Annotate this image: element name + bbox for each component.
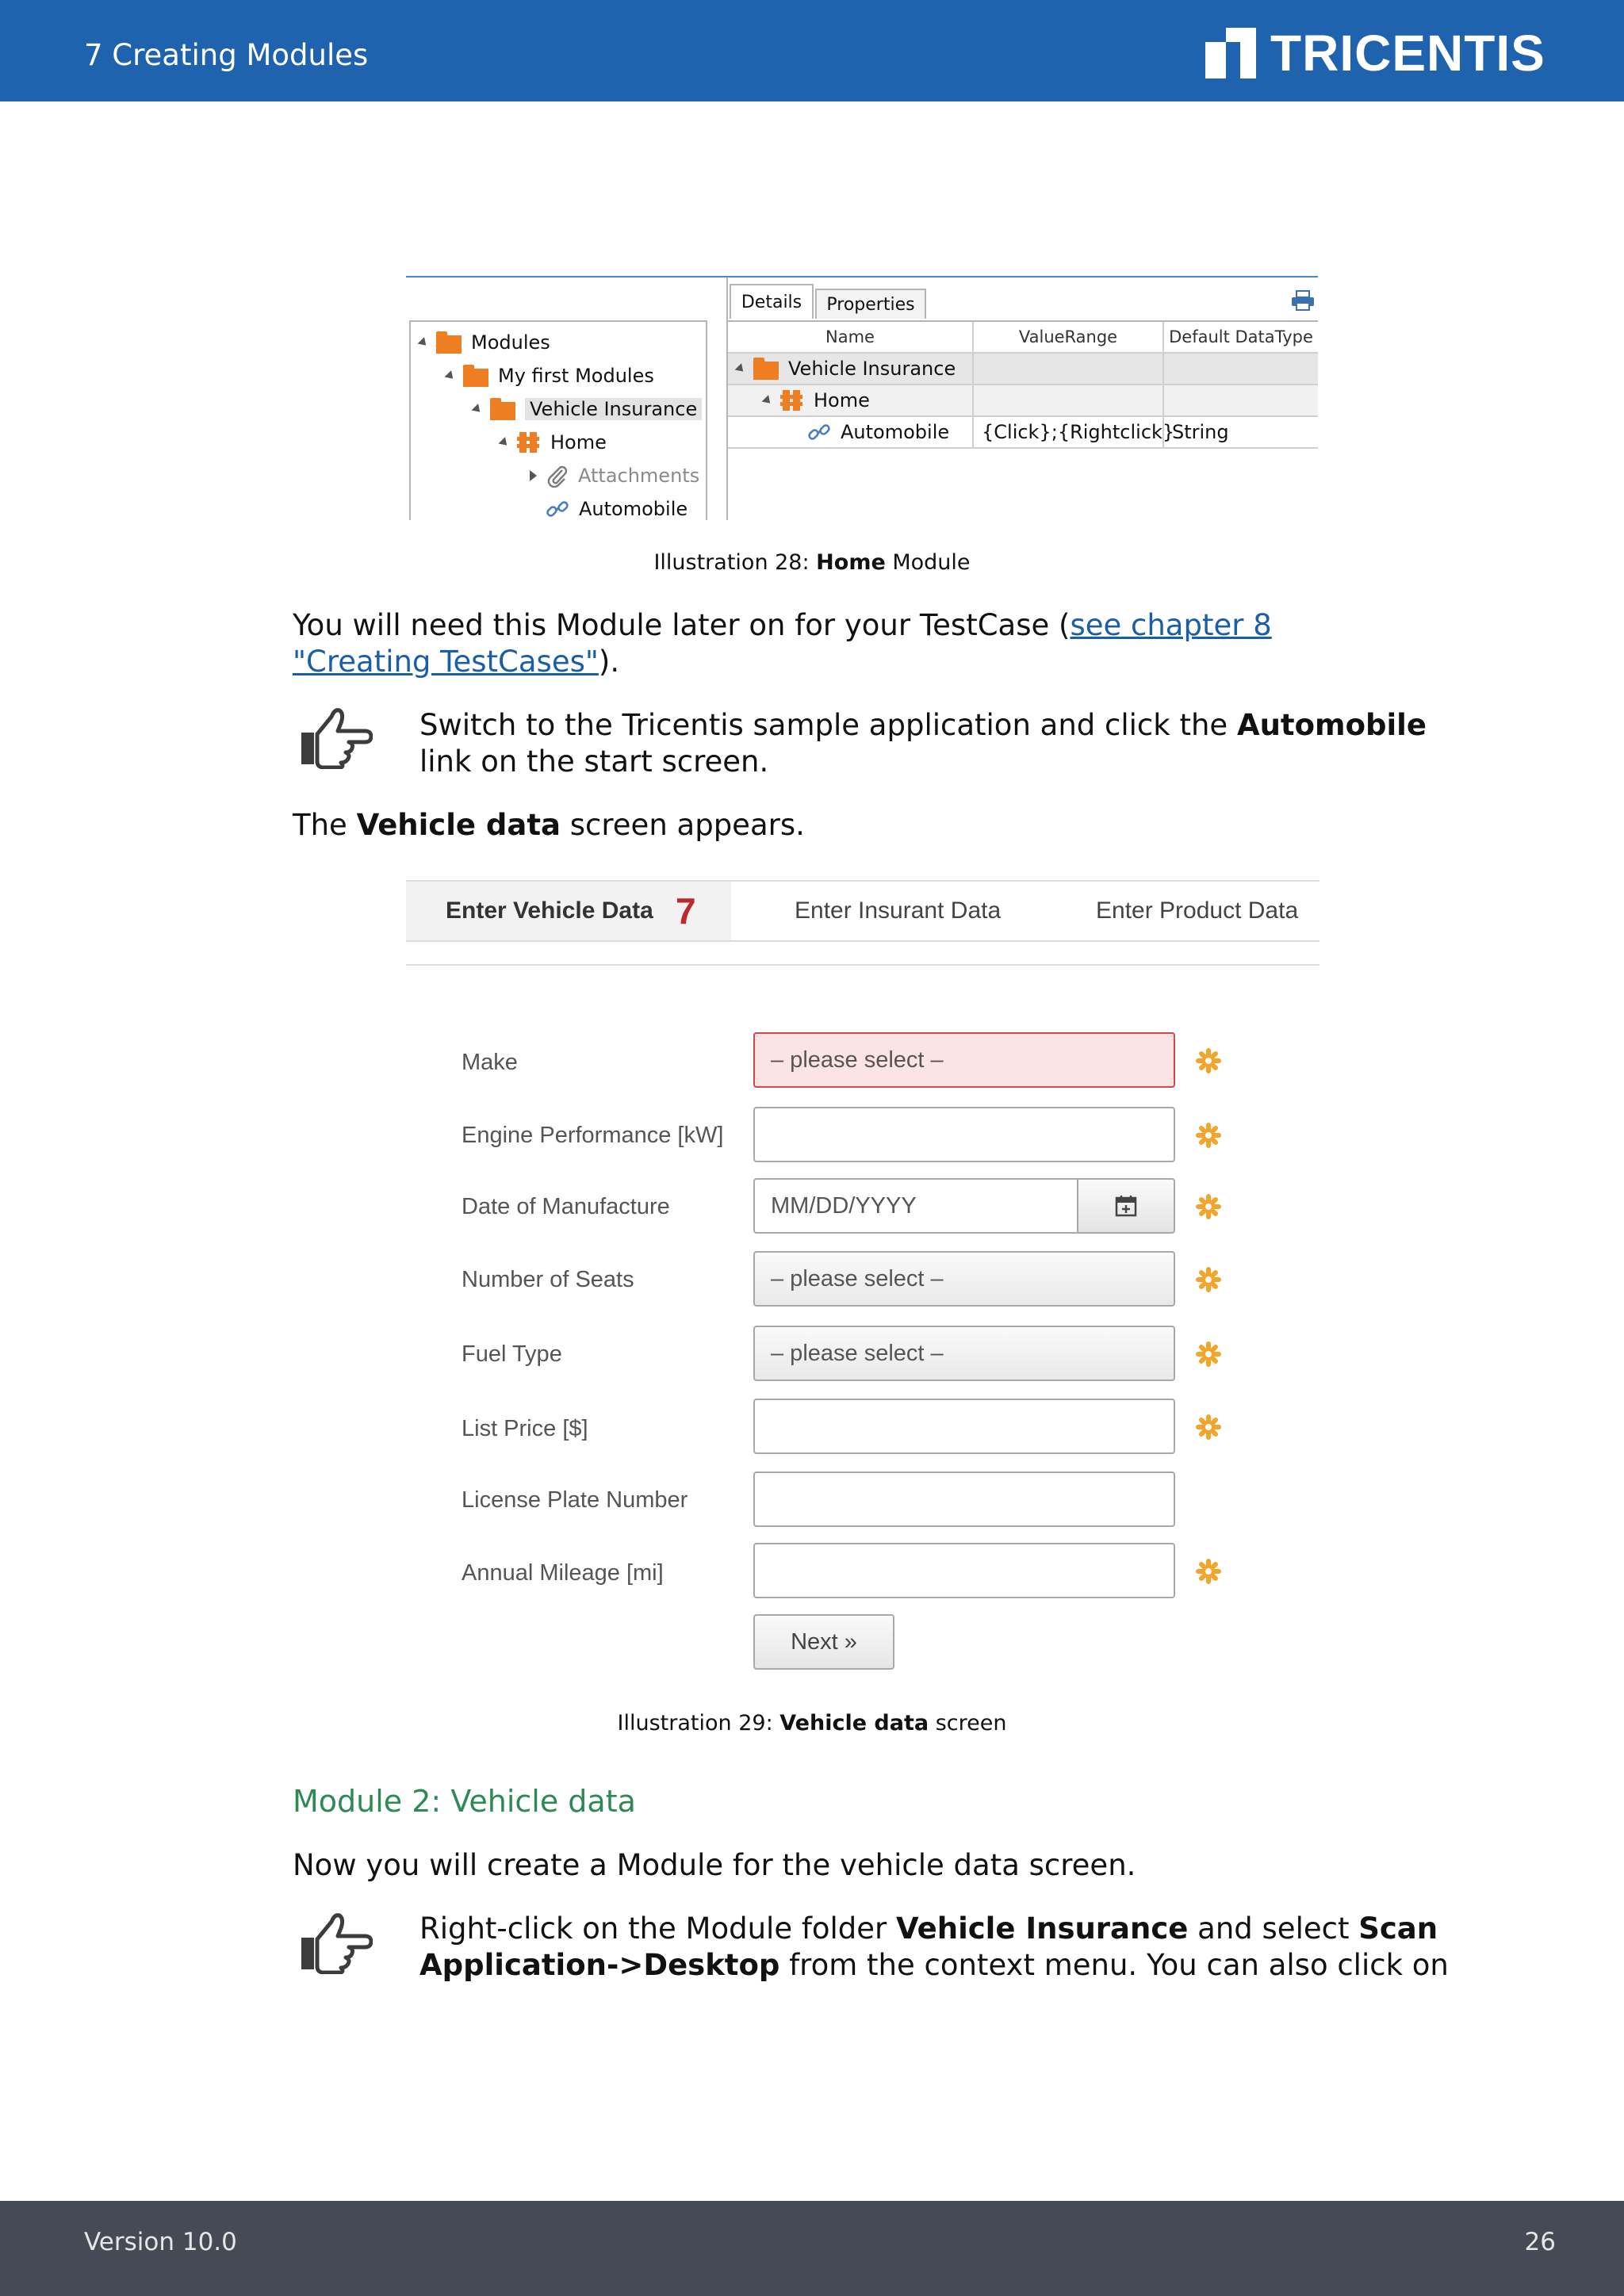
field-label-list-price: List Price [$] <box>462 1416 588 1441</box>
tree-item-vehicle-insurance[interactable] <box>473 393 702 425</box>
tree-item-label: Home <box>550 431 607 453</box>
paragraph-text: ). <box>598 645 620 679</box>
folder-icon <box>436 331 462 354</box>
row-datatype-cell: String <box>1164 417 1318 449</box>
tree-item-label: Vehicle Insurance <box>525 398 702 420</box>
step-text: Switch to the Tricentis sample application and click the <box>419 708 1237 742</box>
paragraph <box>293 607 1395 680</box>
calendar-button[interactable] <box>1077 1178 1175 1234</box>
paragraph-text: screen appears. <box>561 808 805 842</box>
tree-item-attachments[interactable] <box>530 460 699 492</box>
module-tree <box>409 320 707 520</box>
engine-performance-input[interactable] <box>753 1107 1175 1162</box>
row-name: Vehicle Insurance <box>788 358 956 380</box>
field-label-make: Make <box>462 1050 518 1075</box>
tab-properties[interactable]: Properties <box>815 289 926 319</box>
field-label-license-plate: License Plate Number <box>462 1487 688 1513</box>
folder-icon <box>463 365 488 387</box>
field-label-fuel-type: Fuel Type <box>462 1341 562 1367</box>
expand-arrow-icon[interactable] <box>418 337 430 349</box>
column-header-valuerange[interactable]: ValueRange <box>974 322 1164 354</box>
step-text: link on the start screen. <box>419 744 769 779</box>
illustration-caption <box>0 1711 1624 1735</box>
version-label: Version 10.0 <box>84 2228 237 2256</box>
field-label-number-of-seats: Number of Seats <box>462 1267 634 1292</box>
required-icon <box>1196 1267 1221 1292</box>
column-header-name[interactable]: Name <box>728 322 974 354</box>
table-row[interactable] <box>728 354 1318 385</box>
tree-item-label: Attachments <box>578 465 700 487</box>
annual-mileage-input[interactable] <box>753 1543 1175 1598</box>
tree-item-automobile[interactable] <box>546 493 688 520</box>
nav-divider <box>406 964 1320 966</box>
details-panel <box>726 277 1318 520</box>
caption-suffix: screen <box>929 1711 1007 1735</box>
row-datatype-cell <box>1164 385 1318 417</box>
caption-prefix: Illustration 28: <box>653 550 817 575</box>
expand-arrow-icon[interactable] <box>762 395 774 407</box>
nav-enter-product-data[interactable]: Enter Product Data <box>1096 897 1299 924</box>
nav-count-badge: 7 <box>676 890 696 932</box>
expand-arrow-icon[interactable] <box>735 363 747 375</box>
details-tabbar <box>728 281 1318 320</box>
row-name-cell <box>728 385 974 417</box>
make-select[interactable]: – please select – <box>753 1032 1175 1088</box>
required-icon <box>1196 1048 1221 1073</box>
row-valuerange-cell <box>974 385 1164 417</box>
module-icon <box>517 430 541 454</box>
row-datatype-cell <box>1164 354 1318 385</box>
calendar-icon <box>1114 1194 1138 1218</box>
table-row[interactable] <box>728 417 1318 449</box>
list-price-input[interactable] <box>753 1399 1175 1454</box>
row-valuerange-cell: {Click};{Rightclick} <box>974 417 1164 449</box>
step-bold: Automobile <box>1236 708 1427 742</box>
field-label-date-of-manufacture: Date of Manufacture <box>462 1194 670 1219</box>
vehicle-data-screenshot <box>406 878 1320 1671</box>
grid-header-row <box>728 322 1318 354</box>
column-header-datatype[interactable]: Default DataType <box>1164 322 1318 354</box>
link-icon <box>807 420 831 444</box>
folder-icon <box>753 358 779 380</box>
paragraph <box>293 807 1395 844</box>
paragraph-text: The <box>293 808 357 842</box>
page-number: 26 <box>1524 2228 1556 2256</box>
tree-item-label: Automobile <box>579 498 688 520</box>
required-icon <box>1196 1559 1221 1584</box>
field-label-engine-performance: Engine Performance [kW] <box>462 1123 724 1148</box>
print-icon[interactable] <box>1291 290 1315 311</box>
row-name: Automobile <box>841 421 950 443</box>
tree-item-my-first-modules[interactable] <box>446 360 654 392</box>
tricentis-logo <box>1205 25 1545 81</box>
step-text: Right-click on the Module folder <box>419 1911 897 1946</box>
page-footer <box>0 2201 1624 2296</box>
details-grid <box>728 320 1318 443</box>
form-navbar <box>406 880 1320 942</box>
paperclip-icon <box>546 464 569 488</box>
pointing-hand-icon <box>297 1908 373 1974</box>
caption-bold: Vehicle data <box>779 1711 929 1735</box>
step-text: and select <box>1188 1911 1359 1946</box>
folder-icon <box>490 398 515 420</box>
next-button[interactable]: Next » <box>753 1614 894 1670</box>
logo-wordmark: TRICENTIS <box>1270 25 1545 82</box>
chapter-link[interactable]: see chapter 8 "Creating TestCases" <box>293 608 1272 679</box>
nav-enter-insurant-data[interactable]: Enter Insurant Data <box>795 897 1002 924</box>
section-heading: Module 2: Vehicle data <box>293 1784 636 1819</box>
required-icon <box>1196 1341 1221 1367</box>
table-row[interactable] <box>728 385 1318 417</box>
row-name-cell <box>728 354 974 385</box>
tab-details[interactable]: Details <box>730 284 814 319</box>
field-label-annual-mileage: Annual Mileage [mi] <box>462 1560 664 1586</box>
modules-screenshot <box>406 276 1318 520</box>
illustration-caption <box>0 550 1624 575</box>
row-name-cell <box>728 417 974 449</box>
pointing-hand-icon <box>297 702 373 769</box>
instruction-step <box>419 707 1450 780</box>
chapter-title: 7 Creating Modules <box>84 38 369 72</box>
step-bold: Scan Application->Desktop <box>419 1911 1438 1982</box>
caption-suffix: Module <box>885 550 971 575</box>
step-bold: Vehicle Insurance <box>896 1911 1189 1946</box>
step-text: from the context menu. You can also click on <box>779 1948 1449 1982</box>
tricentis-logo-icon <box>1205 28 1256 78</box>
instruction-step <box>419 1911 1450 1984</box>
expand-arrow-icon[interactable] <box>499 437 511 449</box>
number-of-seats-select[interactable]: – please select – <box>753 1251 1175 1307</box>
link-icon <box>546 497 569 520</box>
caption-prefix: Illustration 29: <box>617 1711 780 1735</box>
paragraph: Now you will create a Module for the vehicle data screen. <box>293 1848 1136 1882</box>
tree-item-label: My first Modules <box>498 365 654 387</box>
row-name: Home <box>814 389 870 411</box>
tree-item-label: Modules <box>471 331 550 354</box>
fuel-type-select[interactable]: – please select – <box>753 1326 1175 1381</box>
license-plate-input[interactable] <box>753 1471 1175 1527</box>
nav-enter-vehicle-data[interactable]: Enter Vehicle Data <box>446 897 653 924</box>
paragraph-bold: Vehicle data <box>356 808 561 842</box>
date-of-manufacture-input[interactable]: MM/DD/YYYY <box>753 1178 1078 1234</box>
tree-item-modules[interactable] <box>419 327 550 358</box>
expand-arrow-icon[interactable] <box>472 404 484 415</box>
paragraph-text: You will need this Module later on for your TestCase ( <box>293 608 1071 642</box>
required-icon <box>1196 1194 1221 1219</box>
caption-bold: Home <box>816 550 886 575</box>
required-icon <box>1196 1123 1221 1148</box>
module-icon <box>780 388 804 412</box>
expand-arrow-icon[interactable] <box>445 370 457 382</box>
row-valuerange-cell <box>974 354 1164 385</box>
tree-item-home[interactable] <box>500 427 607 458</box>
collapse-arrow-icon[interactable] <box>530 470 537 481</box>
required-icon <box>1196 1414 1221 1440</box>
